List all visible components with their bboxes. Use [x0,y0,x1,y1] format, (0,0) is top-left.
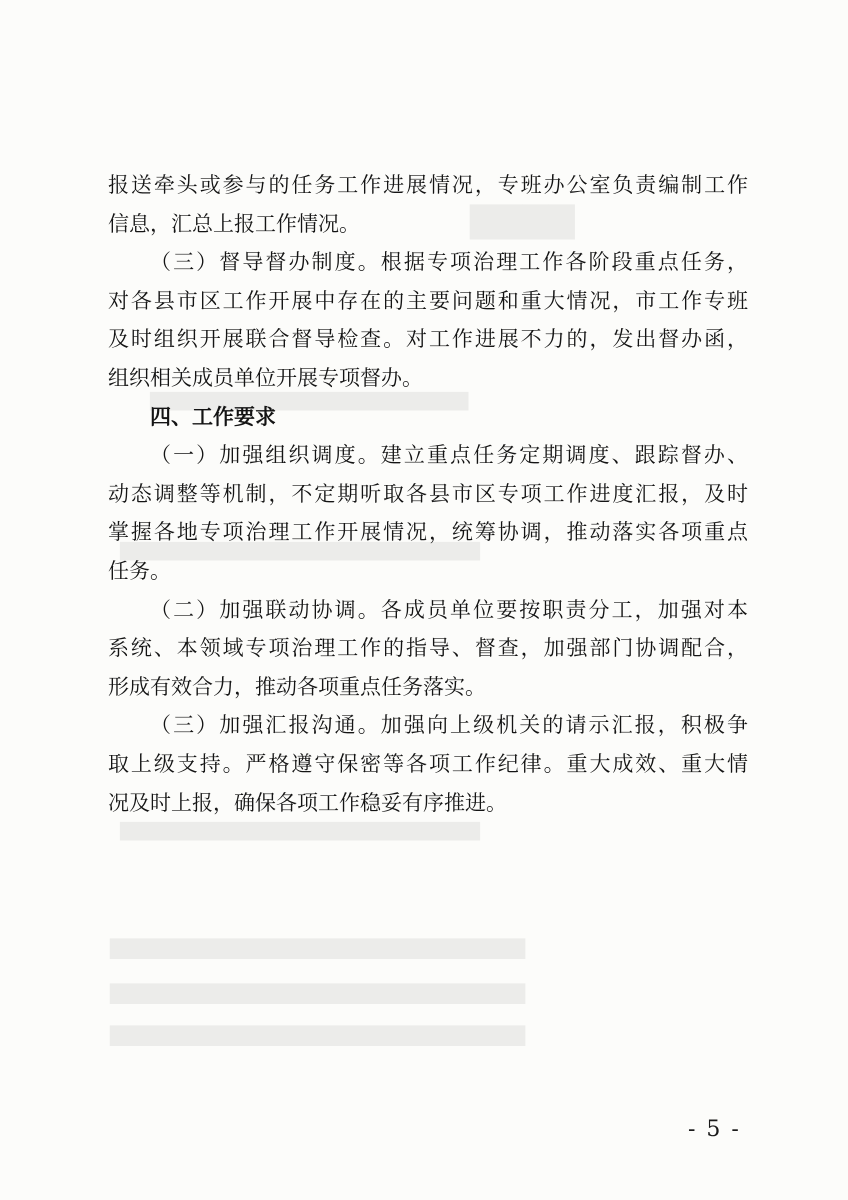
bleed-through-shadow: ▇▇▇▇▇▇▇▇▇▇▇▇▇▇▇▇▇▇▇▇▇▇▇▇▇▇ [120,540,480,561]
bleed-through-shadow: ▇▇▇▇▇▇▇▇▇▇▇▇▇▇▇▇▇▇▇▇▇▇▇▇▇▇▇ [110,1022,526,1046]
paragraph-line: 况及时上报，确保各项工作稳妥有序推进。 [108,790,507,815]
paragraph-line: （二）加强联动协调。各成员单位要按职责分工，加强对本 [150,597,748,622]
paragraph-line: （一）加强组织调度。建立重点任务定期调度、跟踪督办、 [150,443,748,468]
paragraph-line: 掌握各地专项治理工作开展情况，统筹协调，推动落实各项重点 [108,520,748,545]
paragraph-line: 及时组织开展联合督导检查。对工作进展不力的，发出督办函， [108,327,748,352]
document-body [108,166,748,822]
page-number: - 5 - [688,1117,741,1142]
paragraph-line: 组织相关成员单位开展专项督办。 [108,365,423,390]
bleed-through-shadow: ▇▇▇▇▇▇▇▇▇▇▇▇▇▇▇▇▇▇▇▇▇▇▇▇▇▇ [120,820,480,841]
paragraph-line: 系统、本领域专项治理工作的指导、督查，加强部门协调配合， [108,636,748,661]
paragraph-line: 取上级支持。严格遵守保密等各项工作纪律。重大成效、重大情 [108,751,748,776]
paragraph-line: （三）督导督办制度。根据专项治理工作各阶段重点任务， [150,250,748,275]
bleed-through-shadow: ▇▇▇▇▇▇▇▇▇▇▇▇▇▇▇▇▇▇▇▇▇▇▇▇▇▇▇ [110,935,526,959]
paragraph-line: 动态调整等机制，不定期听取各县市区专项工作进度汇报，及时 [108,481,748,506]
section-heading: 四、工作要求 [150,404,276,429]
paragraph-line: （三）加强汇报沟通。加强向上级机关的请示汇报，积极争 [150,713,748,738]
bleed-through-shadow: ▇▇▇▇▇▇▇▇▇▇▇▇▇▇▇▇▇▇▇▇▇▇▇ [150,390,469,411]
paragraph-line: 任务。 [108,558,171,583]
paragraph-line: 信息，汇总上报工作情况。 [108,211,360,236]
bleed-through-shadow: ▇▇▇▇▇▇▇▇▇▇▇▇▇▇▇▇▇▇▇▇▇▇▇▇▇▇▇ [110,980,526,1004]
paragraph-line: 形成有效合力，推动各项重点任务落实。 [108,674,486,699]
paragraph-line: 对各县市区工作开展中存在的主要问题和重大情况，市工作专班 [108,288,748,313]
paragraph-line: 报送牵头或参与的任务工作进展情况，专班办公室负责编制工作 [108,173,748,197]
bleed-through-shadow: ▇▇▇▇ [470,200,575,240]
